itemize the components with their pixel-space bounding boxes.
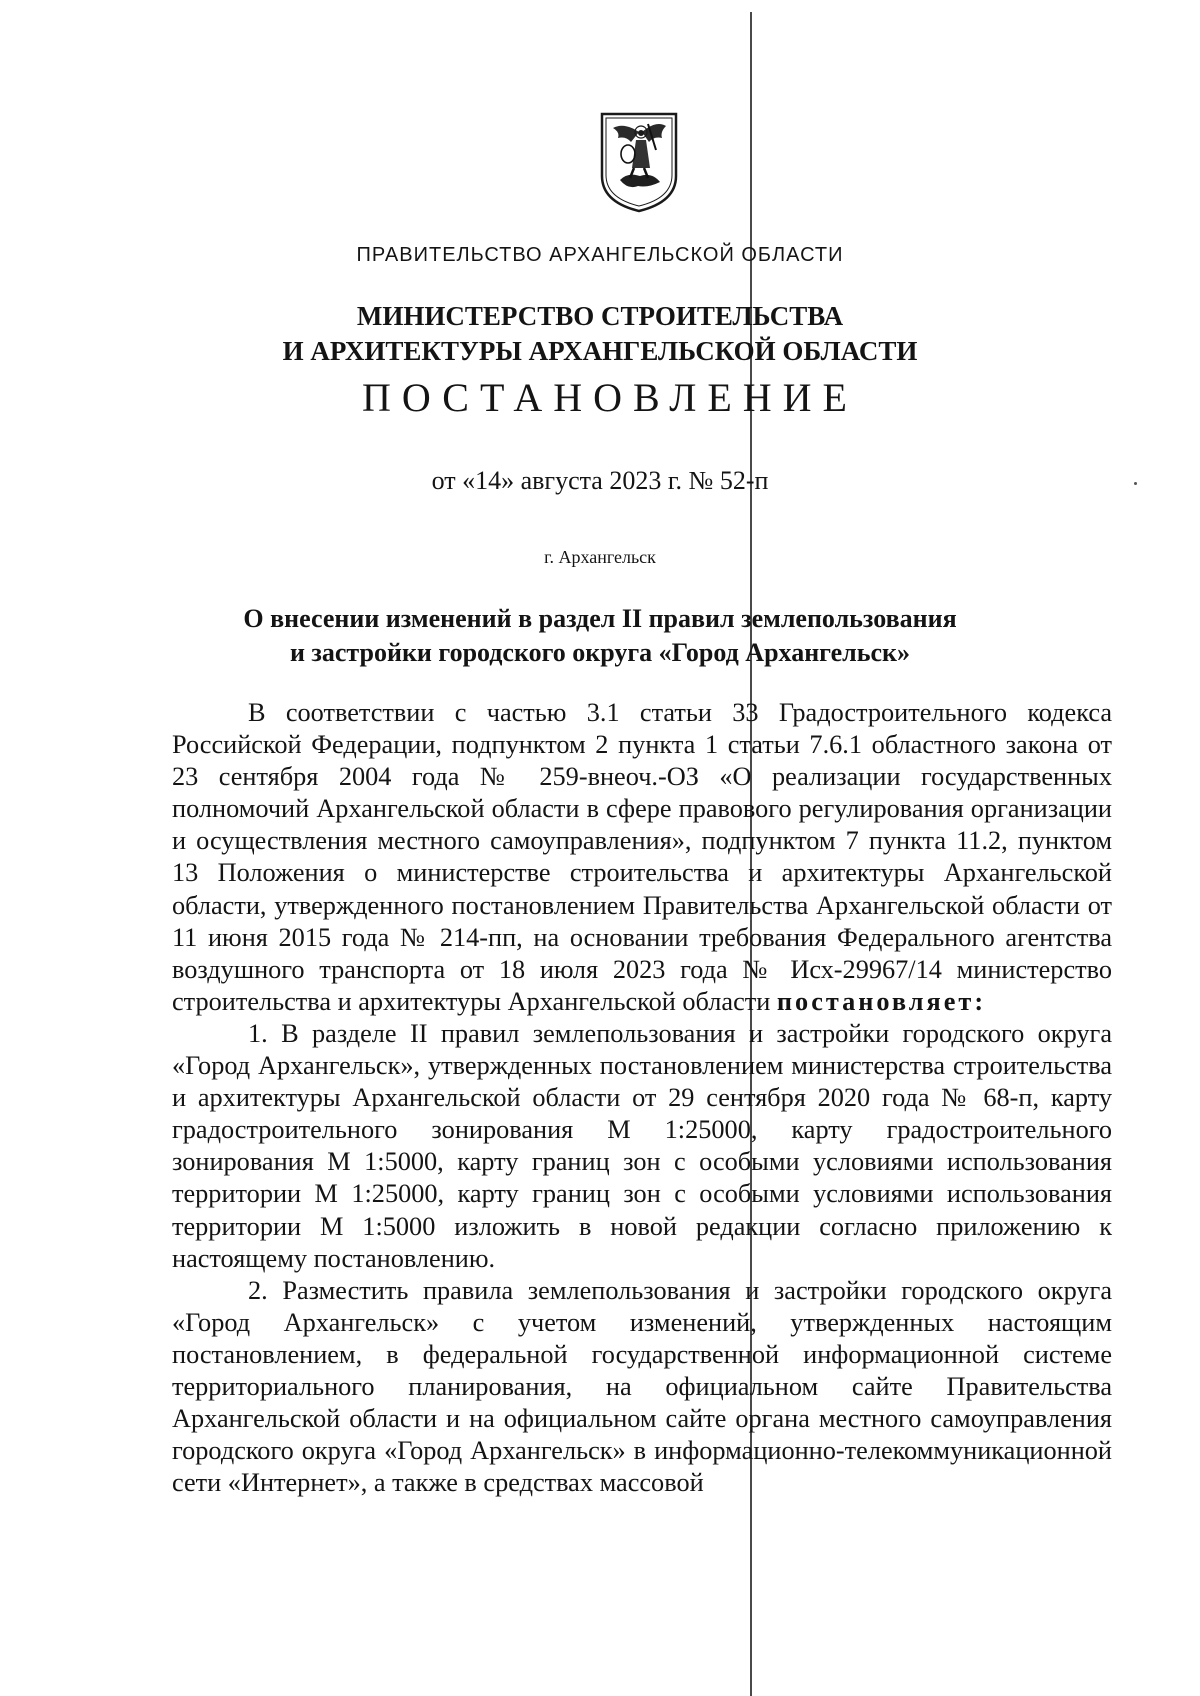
resolves-word: постановляет	[776, 986, 975, 1016]
preamble-text: В соответствии с частью 3.1 статьи 33 Градостроительного кодекса Российской Федерации, подпунктом 2 пункта 1 статьи 7.6.1 областного закона от 23 сентября 2004 года № 259-внеоч.-ОЗ «О реализации государственных полномочий Архангельской области в сфере правового регулирования организации и осуществления местного самоуправления», подпунктом 7 пункта 11.2, пунктом 13 Положения о министерстве строительства и архитектуры Архангельской области, утвержденного постановлением Правительства Архангельской области от 11 июня 2015 года № 214-пп, на основании требования Федерального агентства воздушного транспорта от 18 июля 2023 года № Исх-29967/14 министерство строительства и архитектуры Архангельской области	[172, 698, 1112, 1016]
coat-of-arms-archangel-icon	[598, 110, 680, 214]
subject-line1: О внесении изменений в раздел II правил землепользования	[243, 604, 957, 633]
document-subject	[0, 602, 1200, 670]
subject-line2: и застройки городского округа «Город Архангельск»	[289, 638, 911, 667]
date-and-number: от «14» августа 2023 г. № 52-п	[431, 466, 769, 495]
resolves-punct: :	[974, 986, 987, 1016]
city-name: г. Архангельск	[544, 547, 656, 567]
ministry-name-line2: И АРХИТЕКТУРЫ АРХАНГЕЛЬСКОЙ ОБЛАСТИ	[282, 336, 918, 366]
document-type-title: ПОСТАНОВЛЕНИЕ	[362, 375, 858, 420]
government-name: ПРАВИТЕЛЬСТВО АРХАНГЕЛЬСКОЙ ОБЛАСТИ	[356, 244, 844, 266]
ministry-name-line1: МИНИСТЕРСТВО СТРОИТЕЛЬСТВА	[356, 301, 844, 331]
item-2-paragraph: 2. Разместить правила землепользования и застройки городского округа «Город Архангельск» с учетом изменений, утвержденных настоящим постановлением, в федеральной государственной информационной системе территориального планирования, на официальном сайте Правительства Архангельской области и на официальном сайте органа местного самоуправления городского округа «Город Архангельск» в информационно-телекоммуникационной сети «Интернет», а также в средствах массовой	[172, 1275, 1112, 1498]
item-1-paragraph: 1. В разделе II правил землепользования и застройки городского округа «Город Архангельск», утвержденных постановлением министерства строительства и архитектуры Архангельской области от 29 сентября 2020 года № 68-п, карту градостроительного зонирования М 1:25000, карту градостроительного зонирования М 1:5000, карту границ зон с особыми условиями использования территории М 1:25000, карту границ зон с особыми условиями использования территории М 1:5000 изложить в новой редакции согласно приложению к настоящему постановлению.	[172, 1018, 1112, 1273]
preamble-paragraph	[172, 697, 1112, 1018]
ministry-name	[0, 299, 1200, 369]
document-body	[172, 697, 1112, 1499]
